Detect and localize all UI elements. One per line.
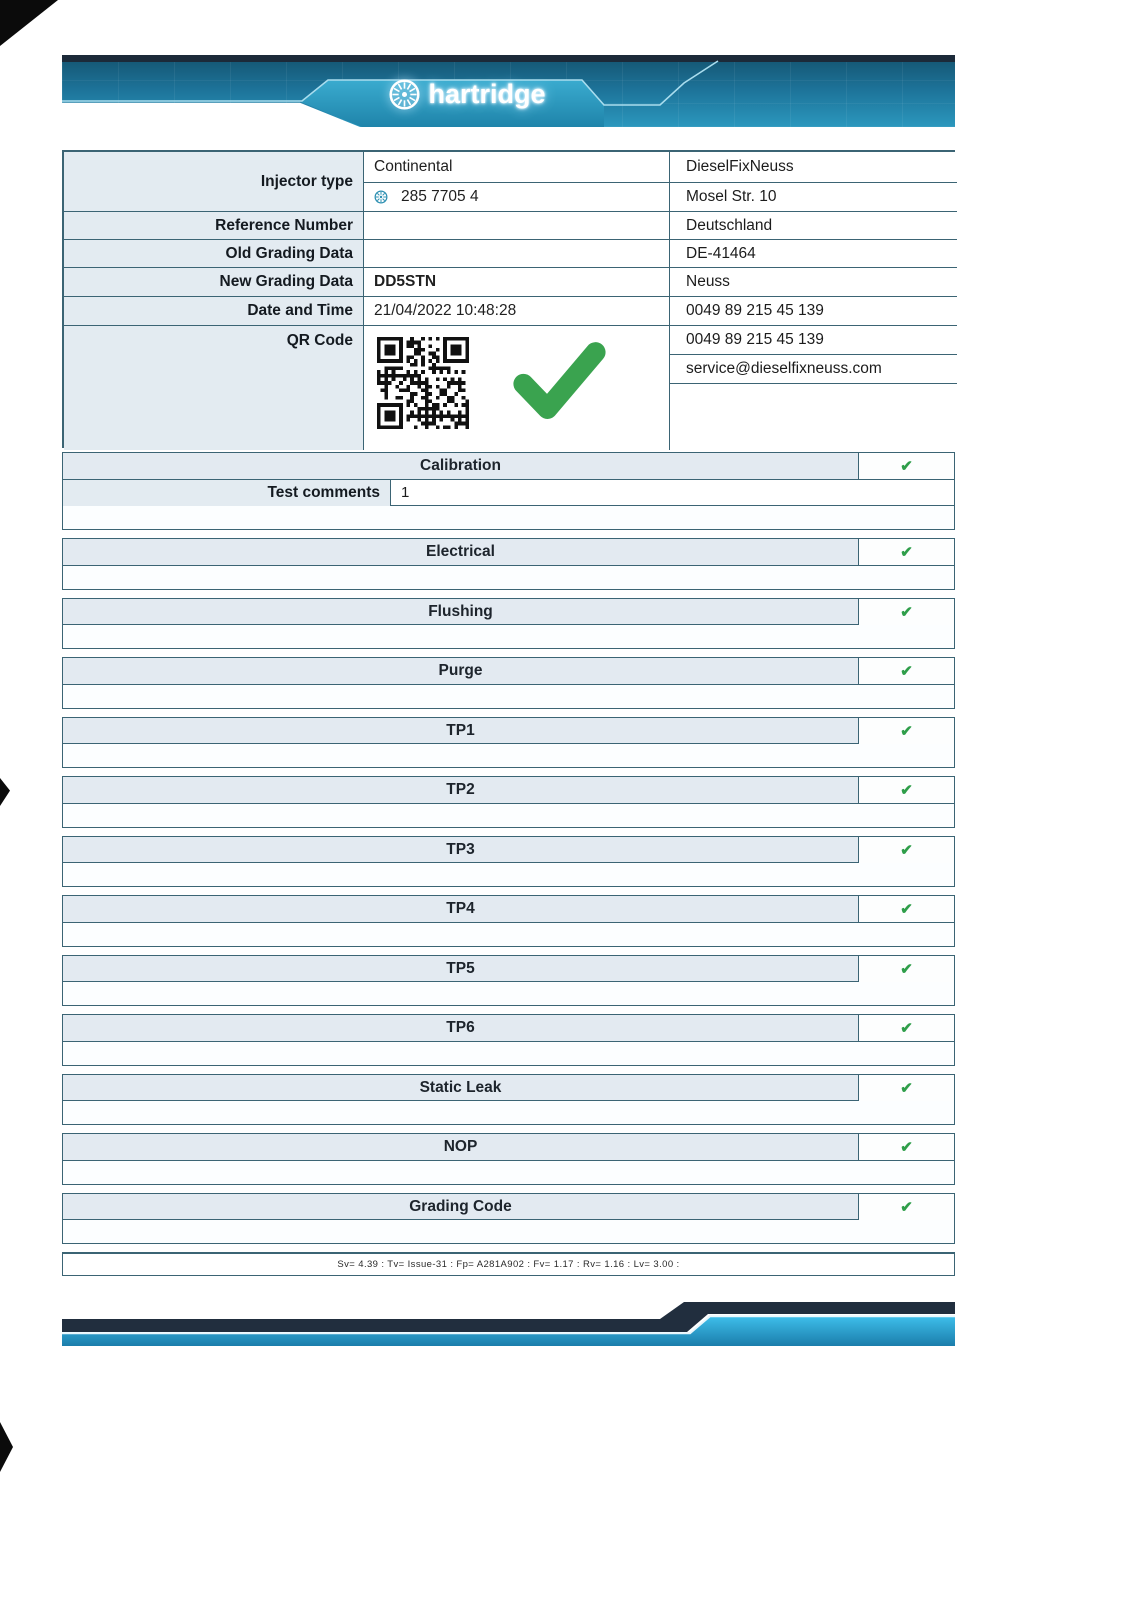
empty-row xyxy=(62,1100,955,1125)
test-section-tp5 xyxy=(62,955,955,1007)
empty-row xyxy=(62,624,955,649)
empty-row xyxy=(62,862,955,887)
section-title: TP2 xyxy=(446,781,475,798)
footer-banner-decoration xyxy=(62,1298,955,1348)
pass-check-icon: ✔ xyxy=(858,896,954,922)
test-section-flushing xyxy=(62,598,955,650)
qr-code-label: QR Code xyxy=(64,326,364,450)
empty-row xyxy=(62,981,955,1006)
test-results xyxy=(62,452,955,1276)
customer-phone-2: 0049 89 215 45 139 xyxy=(670,326,957,355)
customer-name: DieselFixNeuss xyxy=(670,152,957,183)
pass-check-icon: ✔ xyxy=(858,599,954,625)
pass-check-large-icon xyxy=(511,337,607,432)
empty-row xyxy=(62,743,955,768)
section-title: TP3 xyxy=(446,840,475,858)
section-title: TP4 xyxy=(446,900,475,917)
new-grading-value: DD5STN xyxy=(364,268,670,297)
date-time-value: 21/04/2022 10:48:28 xyxy=(364,297,670,326)
test-section-tp4 xyxy=(62,895,955,947)
injector-type-label: Injector type xyxy=(64,152,364,212)
test-section-grading-code xyxy=(62,1193,955,1245)
section-title: NOP xyxy=(443,1138,478,1155)
customer-postal-code: DE-41464 xyxy=(670,240,957,268)
test-comments-label: Test comments xyxy=(63,480,391,506)
hartridge-wheel-icon xyxy=(388,78,421,111)
reference-number-value xyxy=(364,212,670,240)
customer-phone-1: 0049 89 215 45 139 xyxy=(670,297,957,326)
header-banner xyxy=(62,55,955,127)
pass-check-icon: ✔ xyxy=(858,539,954,565)
scan-artifact-bottom-left xyxy=(0,1422,13,1472)
section-title: Purge xyxy=(438,662,483,679)
test-comments-value: 1 xyxy=(401,484,410,501)
brand-name: hartridge xyxy=(428,78,546,109)
customer-street: Mosel Str. 10 xyxy=(670,183,957,212)
injector-number-cell xyxy=(364,183,670,212)
pass-check-icon: ✔ xyxy=(858,837,954,863)
pass-check-icon: ✔ xyxy=(858,658,954,684)
scan-artifact-mid-left xyxy=(0,778,10,806)
test-section-tp6 xyxy=(62,1014,955,1066)
footer-banner xyxy=(62,1298,955,1348)
date-time-label: Date and Time xyxy=(64,297,364,326)
test-section-static-leak xyxy=(62,1074,955,1126)
customer-email: service@dieselfixneuss.com xyxy=(670,355,957,384)
empty-row xyxy=(62,505,955,530)
old-grading-value xyxy=(364,240,670,268)
qr-code-image xyxy=(377,337,469,434)
section-title: TP1 xyxy=(446,721,475,739)
empty-row xyxy=(62,565,955,590)
pass-check-icon: ✔ xyxy=(858,777,954,803)
empty-row xyxy=(62,803,955,828)
brand-lockup xyxy=(312,71,622,117)
qr-result-cell xyxy=(364,326,670,450)
qr-code xyxy=(377,337,469,429)
empty-row xyxy=(62,1160,955,1185)
test-section-purge xyxy=(62,657,955,709)
empty-row xyxy=(62,1219,955,1244)
injector-number-value: 285 7705 4 xyxy=(401,188,479,205)
injector-info-table xyxy=(62,150,955,448)
customer-country: Deutschland xyxy=(670,212,957,240)
pass-check-icon: ✔ xyxy=(858,956,954,982)
scan-artifact-top-left xyxy=(0,0,58,46)
pass-check-icon: ✔ xyxy=(858,453,954,479)
test-section-tp1 xyxy=(62,717,955,769)
test-section-electrical xyxy=(62,538,955,590)
empty-row xyxy=(62,1041,955,1066)
section-title: Calibration xyxy=(420,457,501,474)
pass-check-icon: ✔ xyxy=(858,1194,954,1220)
pass-check-icon: ✔ xyxy=(858,1015,954,1041)
section-title: TP5 xyxy=(446,959,475,977)
customer-empty-cell xyxy=(670,384,957,450)
reference-number-label: Reference Number xyxy=(64,212,364,240)
section-title: Flushing xyxy=(428,602,493,620)
section-title: Static Leak xyxy=(419,1078,502,1096)
test-section-nop xyxy=(62,1133,955,1185)
injector-wheel-icon xyxy=(374,190,388,204)
pass-check-icon: ✔ xyxy=(858,1134,954,1160)
pass-check-icon: ✔ xyxy=(858,1075,954,1101)
empty-row xyxy=(62,922,955,947)
section-title: TP6 xyxy=(446,1019,475,1036)
test-comments-row xyxy=(62,479,955,507)
new-grading-label: New Grading Data xyxy=(64,268,364,297)
test-section-tp3 xyxy=(62,836,955,888)
empty-row xyxy=(62,684,955,709)
old-grading-label: Old Grading Data xyxy=(64,240,364,268)
section-title: Electrical xyxy=(426,543,495,560)
injector-make-value: Continental xyxy=(364,152,670,183)
test-section-tp2 xyxy=(62,776,955,828)
test-section-calibration xyxy=(62,452,955,530)
version-footer: Sv= 4.39 : Tv= Issue-31 : Fp= A281A902 : Fv= 1.17 : Rv= 1.16 : Lv= 3.00 : xyxy=(62,1252,955,1276)
customer-city: Neuss xyxy=(670,268,957,297)
section-title: Grading Code xyxy=(409,1197,512,1215)
pass-check-icon: ✔ xyxy=(858,718,954,744)
